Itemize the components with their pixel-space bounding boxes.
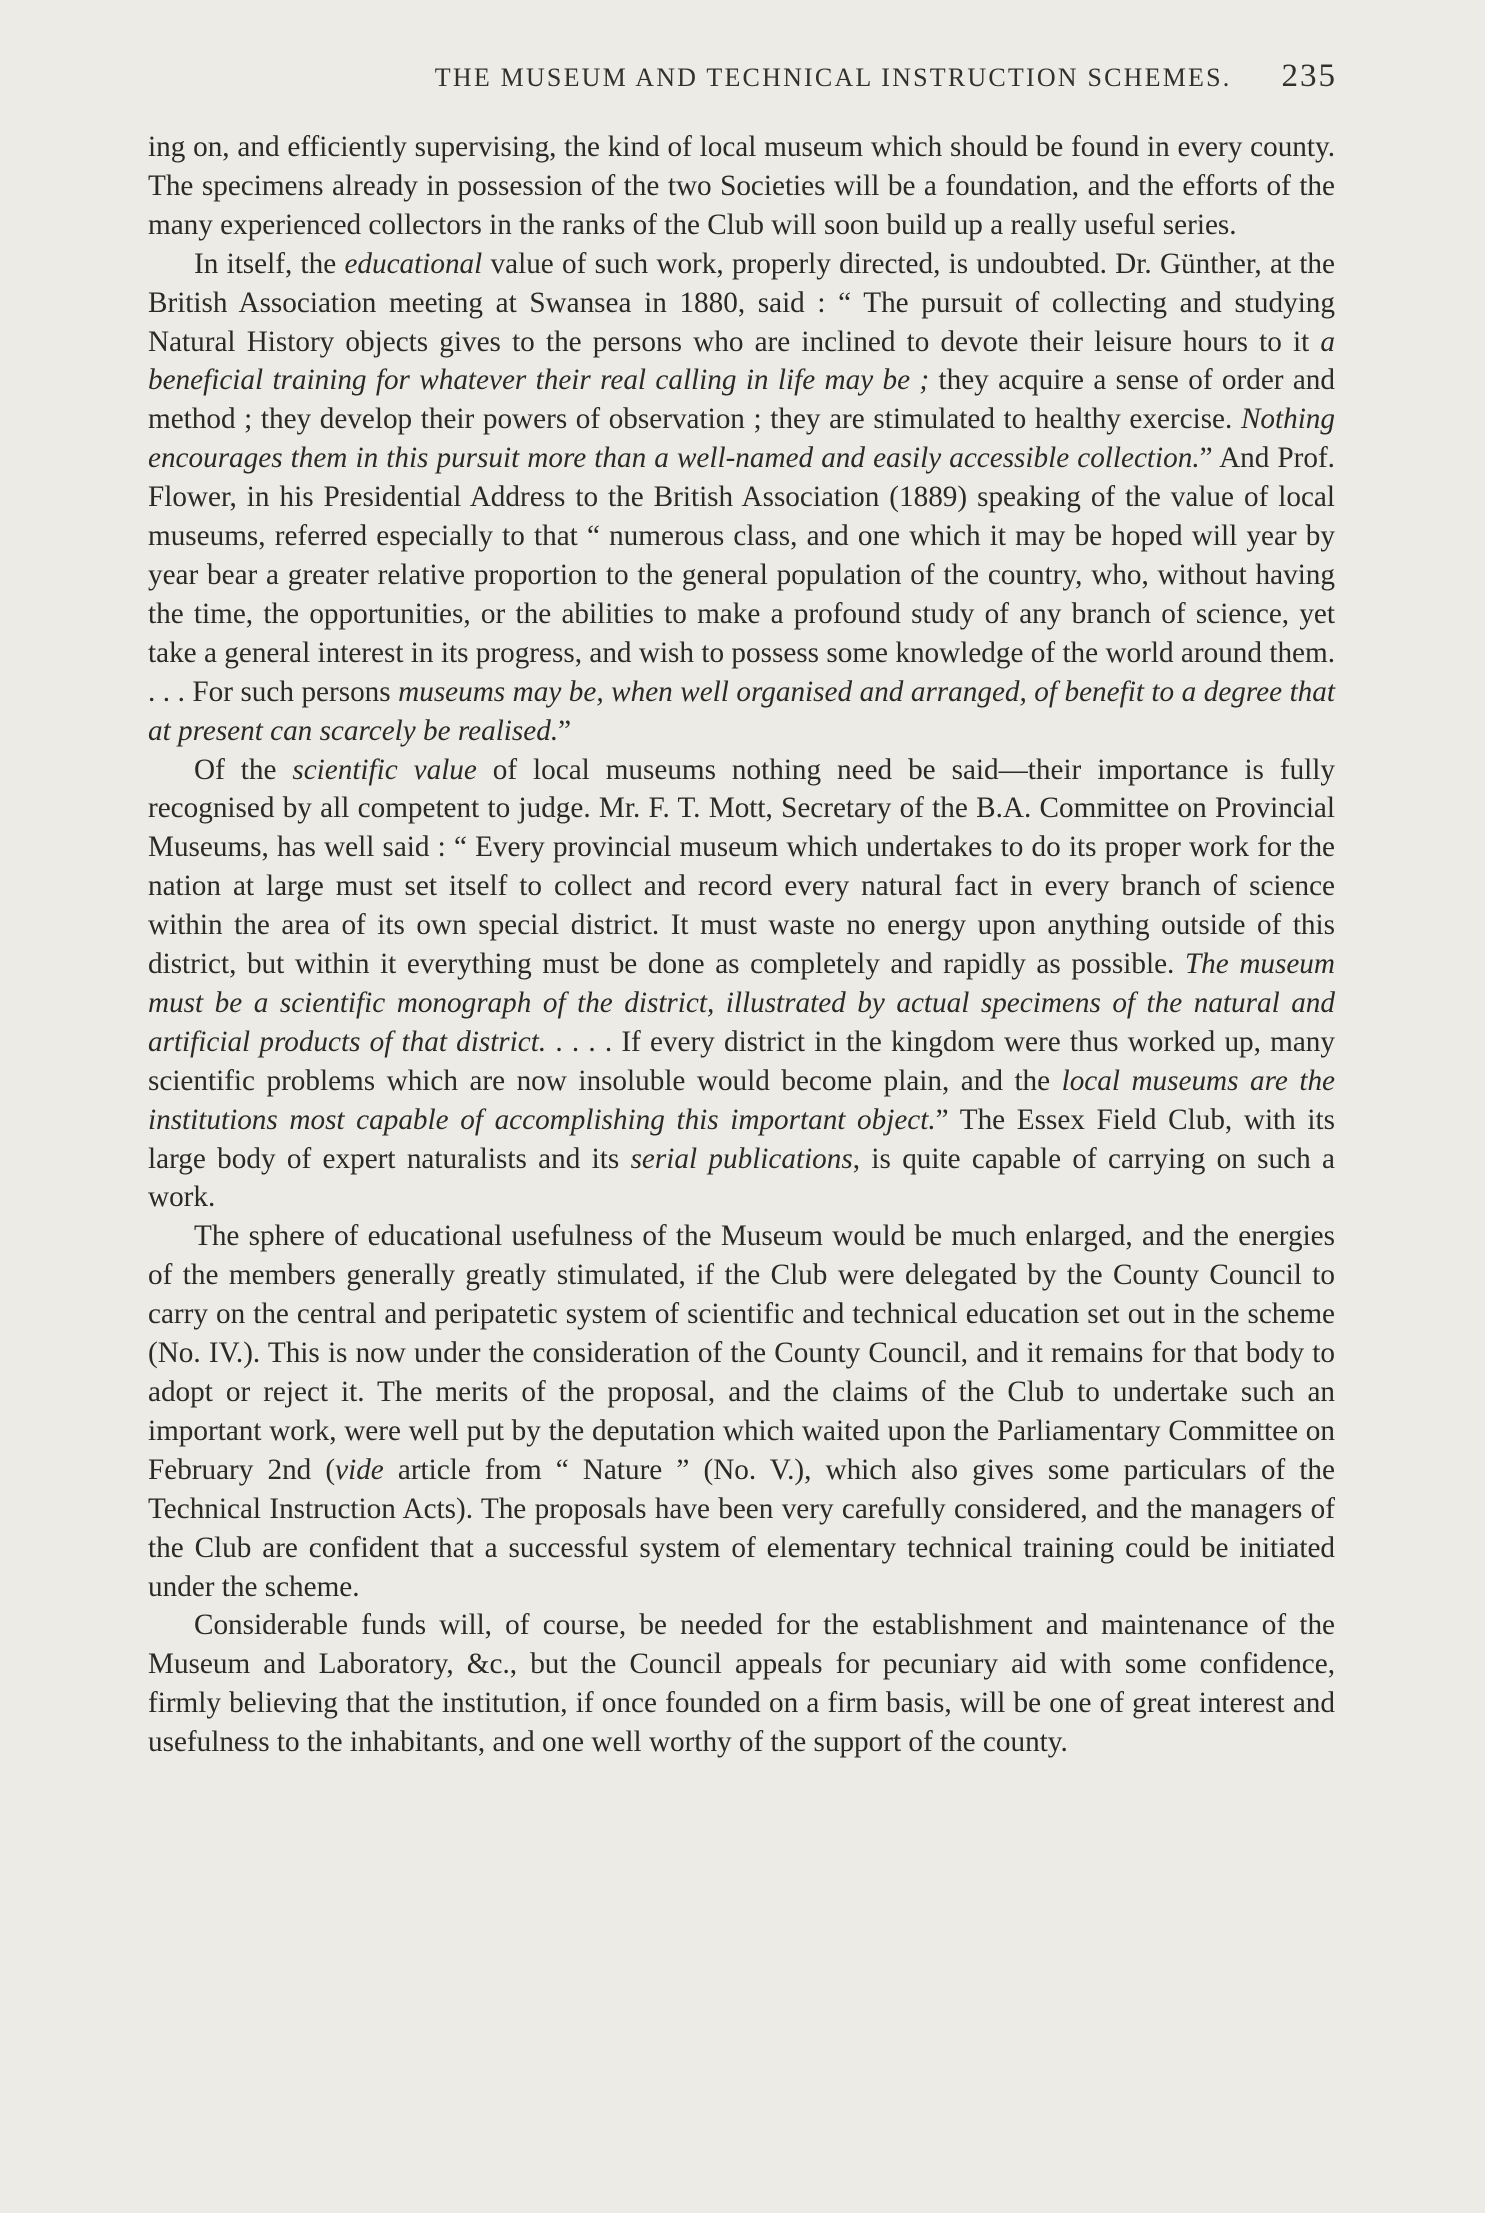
italic-text-run: Nothing encourages them in this pursuit more than a well-named and easily accessible collection. [148, 403, 1335, 475]
text-run: ” The Essex Field Club, with its large body of expert naturalists and its [148, 1103, 1335, 1175]
text-run: they acquire a sense of order and method ; they develop their powers of observation ; they are stimulated to healthy exercise. [148, 364, 1335, 436]
paragraph [148, 1217, 1335, 1606]
body-text [148, 128, 1335, 1762]
running-head [148, 58, 1337, 102]
italic-text-run: vide [335, 1453, 384, 1486]
text-run: ing on, and efficiently supervising, the kind of local museum which should be found in every county. The specimens already in possession of the two Societies will be a foundation, and the efforts of the many experienced collectors in the ranks of the Club will soon build up a really useful series. [148, 131, 1335, 241]
paragraph [148, 751, 1335, 1218]
text-run: value of such work, properly directed, is undoubted. Dr. Günther, at the British Association meeting at Swansea in 1880, said : “ The pursuit of collecting and studying Natural History objects gives to the persons who are inclined to devote their leisure hours to it [148, 247, 1335, 358]
running-title: THE MUSEUM AND TECHNICAL INSTRUCTION SCHEMES. [434, 63, 1232, 92]
text-run: Of the [194, 753, 293, 786]
text-run: In itself, the [194, 247, 345, 280]
paragraph [148, 1606, 1335, 1762]
text-run: ” And Prof. Flower, in his Presidential Address to the British Association (1889) speaking of the value of local museums, referred especially to that “ numerous class, and one which it may be hoped will year by year bear a greater relative proportion to the general population of the country, who, without having the time, the opportunities, or the abilities to make a profound study of any branch of science, yet take a general interest in its progress, and wish to possess some knowledge of the world around them. . . . For such persons [148, 442, 1335, 708]
italic-text-run: scientific value [292, 753, 477, 786]
italic-text-run: The museum must be a scientific monograph of the district, illustrated by actual specimens of the natural and artificial products of that district. [148, 948, 1335, 1058]
text-run: article from “ Nature ” (No. V.), which also gives some particulars of the Technical Instruction Acts). The proposals have been very carefully considered, and the managers of the Club are confident that a successful system of elementary technical training could be initiated under the scheme. [148, 1453, 1335, 1603]
paragraph [148, 128, 1335, 245]
italic-text-run: educational [344, 247, 483, 280]
italic-text-run: serial publications [630, 1142, 853, 1175]
text-run: Considerable funds will, of course, be needed for the establishment and maintenance of the Museum and Laboratory, &c., but the Council appeals for pecuniary aid with some confidence, firmly believing that the institution, if once founded on a firm basis, will be one of great interest and usefulness to the inhabitants, and one well worthy of the support of the county. [148, 1609, 1335, 1759]
paragraph [148, 245, 1335, 751]
italic-text-run: museums may be, when well organised and arranged, of benefit to a degree that at present can scarcely be realised. [148, 675, 1335, 747]
italic-text-run: a beneficial training for whatever their real calling in life may be ; [148, 325, 1335, 397]
page-number: 235 [1281, 58, 1337, 94]
text-run: ” [558, 714, 572, 747]
italic-text-run: local museums are the institutions most capable of accomplishing this important object. [148, 1064, 1335, 1136]
text-run: The sphere of educational usefulness of the Museum would be much enlarged, and the energies of the members generally greatly stimulated, if the Club were delegated by the County Council to carry on the central and peripatetic system of scientific and technical education set out in the scheme (No. IV.). This is now under the consideration of the County Council, and it remains for that body to adopt or reject it. The merits of the proposal, and the claims of the Club to undertake such an important work, were well put by the deputation which waited upon the Parliamentary Committee on February 2nd ( [148, 1220, 1335, 1486]
text-run: of local museums nothing need be said—their importance is fully recognised by all competent to judge. Mr. F. T. Mott, Secretary of the B.A. Committee on Provincial Museums, has well said : “ Every provincial museum which undertakes to do its proper work for the nation at large must set itself to collect and record every natural fact in every branch of science within the area of its own special district. It must waste no energy upon anything outside of this district, but within it everything must be done as completely and rapidly as possible. [148, 753, 1335, 981]
text-run: . . . . If every district in the kingdom were thus worked up, many scientific problems which are now insoluble would become plain, and the [148, 1025, 1335, 1097]
text-run: , is quite capable of carrying on such a work. [148, 1142, 1335, 1214]
